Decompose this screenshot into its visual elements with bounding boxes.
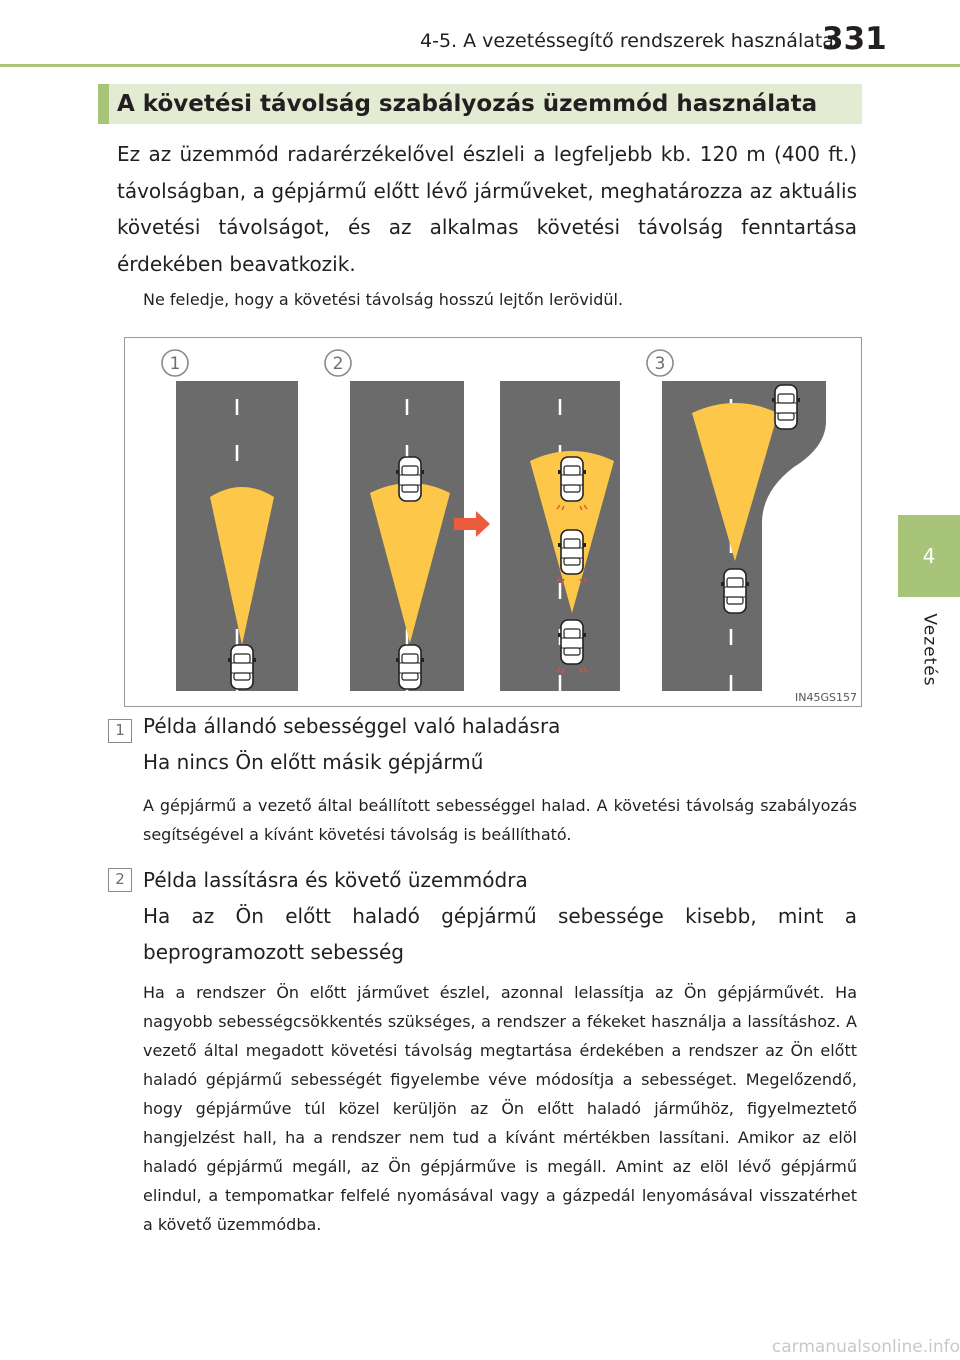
note-paragraph: Ne feledje, hogy a követési távolság hosszú lejtőn lerövidül.: [143, 290, 624, 309]
item-marker-2: 2: [108, 868, 132, 892]
item-1-subtitle: Ha nincs Ön előtt másik gépjármű: [143, 750, 484, 774]
figure-marker-1: [162, 350, 188, 376]
item-1-title: Példa állandó sebességgel való haladásra: [143, 714, 561, 738]
item-1-description: A gépjármű a vezető által beállított sebességgel halad. A követési távolság szabályozás segítségével a kívánt követési távolság is beállítható.: [143, 796, 857, 844]
chapter-label: [910, 610, 950, 690]
scene-2: [350, 381, 464, 691]
figure-marker-3: [647, 350, 673, 376]
radar-distance-illustration: [124, 337, 862, 707]
own-car-4: [721, 569, 749, 613]
item-2-description: Ha a rendszer Ön előtt járművet észlel, azonnal lelassítja az Ön gépjárművét. Ha nagyobb sebességcsökkentés szükséges, a rendszer a fékeket használja a lassításhoz. A vezető által megadott követési távolság megtartása érdekében a rendszer az Ön előtt haladó gépjármű sebességét figyelembe véve módosítja a sebességet. Megelőzendő, hogy gépjárműve túl közel kerüljön az Ön előtt haladó járműhöz, figyelmeztető hangjelzést hall, ha a rendszer nem tud a kívánt mértékben lassítani. Amikor az elöl haladó gépjármű megáll, az Ön gépjárműve is megáll. Amint az elöl lévő gépjármű elindul, a tempomatkar felfelé nyomásával vagy a gázpedál lenyomásával visszatérhet a követő üzemmódba.: [143, 983, 857, 1234]
running-header: 4-5. A vezetéssegítő rendszerek használata: [420, 30, 834, 52]
svg-text:3: 3: [654, 354, 666, 374]
own-car-1: [228, 645, 256, 689]
scene-3: [500, 381, 620, 691]
lead-car-3: [558, 457, 586, 501]
middle-car-3: [558, 530, 586, 574]
page-number: 331: [822, 21, 887, 57]
other-car-4: [772, 385, 800, 429]
svg-text:2: 2: [332, 354, 344, 374]
watermark: carmanualsonline.info: [771, 1337, 960, 1357]
item-marker-1: 1: [108, 719, 132, 743]
item-2-subtitle: Ha az Ön előtt haladó gépjármű sebessége kisebb, mint a beprogramozott sebesség: [143, 904, 857, 964]
scene-1: [176, 381, 298, 691]
intro-paragraph: Ez az üzemmód radarérzékelővel észleli a legfeljebb kb. 120 m (400 ft.) távolságban, a gépjármű előtt lévő járműveket, meghatározza az aktuális követési távolságot, és az alkalmas követési távolság fenntartása érdekében beavatkozik.: [117, 142, 857, 276]
header-rule: [0, 64, 960, 67]
own-car-3: [558, 620, 586, 664]
chapter-number: 4: [922, 544, 936, 568]
figure-marker-2: [325, 350, 351, 376]
chapter-tab: [898, 515, 960, 597]
item-2-title: Példa lassításra és követő üzemmódra: [143, 868, 528, 892]
section-heading: A követési távolság szabályozás üzemmód használata: [98, 84, 862, 124]
chapter-label-text: Vezetés: [920, 613, 941, 687]
lead-car-2: [396, 457, 424, 501]
own-car-2: [396, 645, 424, 689]
svg-text:1: 1: [169, 354, 181, 374]
figure-code: IN45GS157: [795, 691, 857, 704]
